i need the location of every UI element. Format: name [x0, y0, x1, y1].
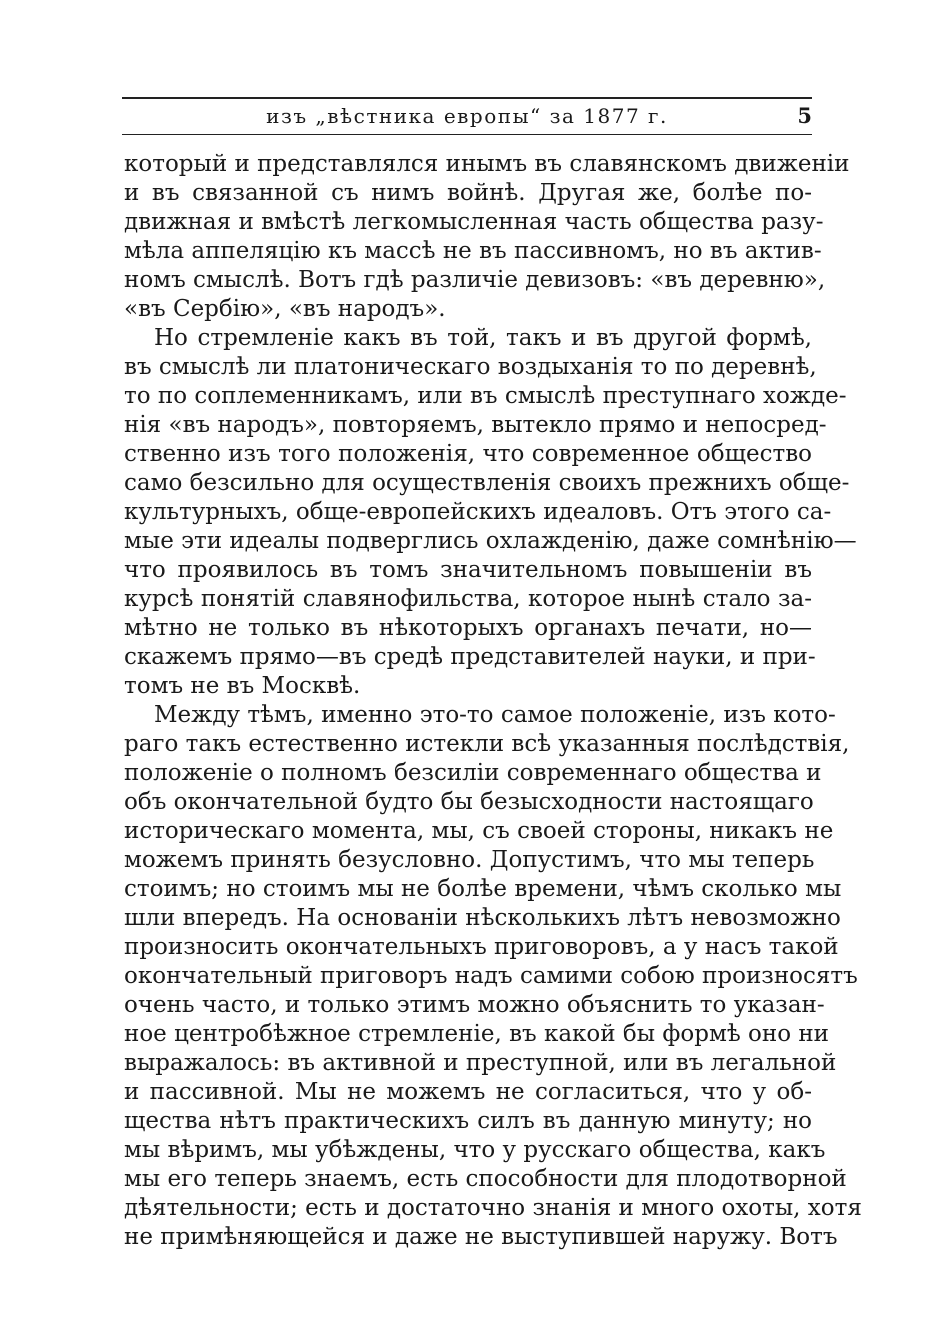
text-line: щества нѣтъ практическихъ силъ въ данную минуту; но [124, 1108, 812, 1134]
text-line: историческаго момента, мы, съ своей стороны, никакъ не [124, 818, 834, 844]
running-header [122, 97, 812, 135]
text-line: шли впередъ. На основаніи нѣсколькихъ лѣтъ невозможно [124, 905, 841, 931]
text-line: культурныхъ, обще-европейскихъ идеаловъ. Отъ этого са- [124, 499, 832, 525]
text-line: ное центробѣжное стремленіе, въ какой бы формѣ оно ни [124, 1021, 830, 1047]
text-line: томъ не въ Москвѣ. [124, 673, 361, 699]
text-line: выражалось: въ активной и преступной, или въ легальной [124, 1050, 837, 1076]
text-line: мѣла аппеляцію къ массѣ не въ пассивномъ, но въ актив- [124, 238, 822, 264]
running-title: изъ „вѣстника европы“ за 1877 г. [266, 104, 668, 128]
text-line: положеніе о полномъ безсиліи современнаго общества и [124, 760, 822, 786]
page-number: 5 [797, 103, 812, 128]
text-line: мы его теперь знаемъ, есть способности для плодотворной [124, 1166, 847, 1192]
text-line: нія «въ народъ», повторяемъ, вытекло прямо и непосред- [124, 412, 827, 438]
text-line: произносить окончательныхъ приговоровъ, а у насъ такой [124, 934, 839, 960]
text-line: дѣятельности; есть и достаточно знанія и много охоты, хотя [124, 1195, 862, 1221]
text-line: въ смыслѣ ли платоническаго воздыханія то по деревнѣ, [124, 354, 817, 380]
text-line: окончательный приговоръ надъ самими собою произносятъ [124, 963, 858, 989]
text-line: «въ Сербію», «въ народъ». [124, 296, 446, 322]
text-line: мы вѣримъ, мы убѣждены, что у русскаго общества, какъ [124, 1137, 826, 1163]
text-line: само безсильно для осуществленія своихъ прежнихъ обще- [124, 470, 850, 496]
text-line: можемъ принять безусловно. Допустимъ, что мы теперь [124, 847, 815, 873]
text-line: мѣтно не только въ нѣкоторыхъ органахъ печати, но— [124, 615, 812, 641]
paragraph [124, 150, 850, 324]
text-line: то по соплеменникамъ, или въ смыслѣ преступнаго хожде- [124, 383, 847, 409]
text-line: мые эти идеалы подверглись охлажденію, даже сомнѣнію— [124, 528, 857, 554]
text-line: курсѣ понятій славянофильства, которое нынѣ стало за- [124, 586, 812, 612]
text-line: и въ связанной съ нимъ войнѣ. Другая же, болѣе по- [124, 180, 812, 206]
text-line: стоимъ; но стоимъ мы не болѣе времени, чѣмъ сколько мы [124, 876, 842, 902]
text-line: движная и вмѣстѣ легкомысленная часть общества разу- [124, 209, 824, 235]
paragraph [124, 701, 862, 1252]
text-line: и пассивной. Мы не можемъ не согласиться, что у об- [124, 1079, 812, 1105]
text-line: очень часто, и только этимъ можно объяснить то указан- [124, 992, 825, 1018]
text-line: ственно изъ того положенія, что современное общество [124, 441, 812, 467]
text-line: номъ смыслѣ. Вотъ гдѣ различіе девизовъ: «въ деревню», [124, 267, 826, 293]
paragraph [124, 324, 857, 701]
page-body [124, 150, 862, 1252]
text-line: объ окончательной будто бы безысходности настоящаго [124, 789, 814, 815]
text-line: раго такъ естественно истекли всѣ указанныя послѣдствія, [124, 731, 850, 757]
text-line: скажемъ прямо—въ средѣ представителей науки, и при- [124, 644, 816, 670]
text-column [124, 150, 862, 1252]
text-line: Между тѣмъ, именно это-то самое положеніе, изъ кото- [154, 702, 836, 728]
text-line: не примѣняющейся и даже не выступившей наружу. Вотъ [124, 1224, 838, 1250]
text-line: что проявилось въ томъ значительномъ повышеніи въ [124, 557, 812, 583]
text-line: Но стремленіе какъ въ той, такъ и въ другой формѣ, [154, 325, 812, 351]
text-line: который и представлялся инымъ въ славянскомъ движеніи [124, 151, 850, 177]
